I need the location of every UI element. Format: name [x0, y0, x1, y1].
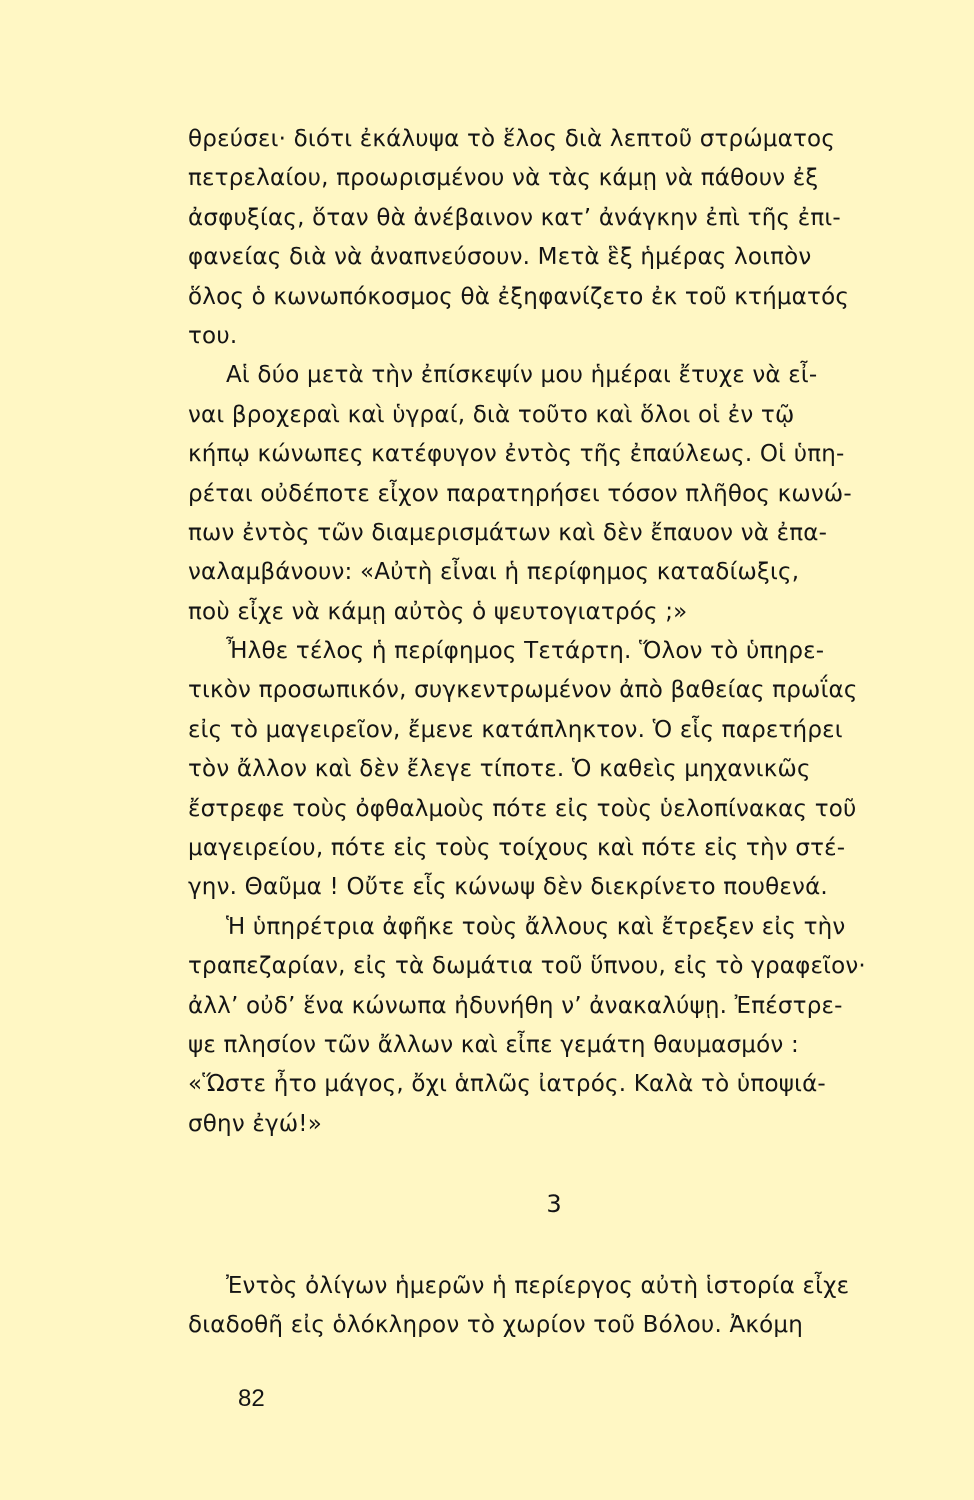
text-line-content: Ἦλθε τέλος ἡ περίφημος Τετάρτη. Ὅλον τὸ ὑπηρε-: [226, 638, 825, 665]
text-line-content: μαγειρείου, πότε εἰς τοὺς τοίχους καὶ πότε εἰς τὴν στέ-: [188, 835, 846, 862]
text-line-content: «Ὥστε ἦτο μάγος, ὄχι ἁπλῶς ἰατρός. Καλὰ τὸ ὑποψιά-: [188, 1071, 826, 1098]
text-line-content: ναι βροχεραὶ καὶ ὑγραί, διὰ τοῦτο καὶ ὅλοι οἱ ἐν τῷ: [188, 401, 795, 428]
text-line: [188, 1065, 924, 1104]
text-line-content: ὅλος ὁ κωνωπόκοσμος θὰ ἐξηφανίζετο ἐκ τοῦ κτήματός: [188, 283, 850, 310]
text-line-content: Αἱ δύο μετὰ τὴν ἐπίσκεψίν μου ἡμέραι ἔτυχε νὰ εἶ-: [226, 362, 818, 389]
text-line-content: του.: [188, 322, 238, 349]
text-line-content: Ἐντὸς ὀλίγων ἡμερῶν ἡ περίεργος αὐτὴ ἱστορία εἶχε: [226, 1273, 850, 1299]
page-number: 82: [238, 1385, 265, 1412]
text-line-content: ἀλλ’ οὐδ’ ἕνα κώνωπα ἠδυνήθη ν’ ἀνακαλύψῃ. Ἐπέστρε-: [188, 992, 843, 1019]
text-line-content: θρεύσει· διότι ἐκάλυψα τὸ ἕλος διὰ λεπτοῦ στρώματος: [188, 126, 836, 152]
text-line: [188, 947, 924, 986]
text-line-content: ρέται οὐδέποτε εἶχον παρατηρήσει τόσον πλῆθος κωνώ-: [188, 480, 852, 507]
text-line: [188, 750, 924, 789]
text-line: [188, 671, 924, 710]
paragraph-first-line: [188, 356, 924, 395]
text-line: [188, 238, 924, 277]
text-line-content: κήπῳ κώνωπες κατέφυγον ἐντὸς τῆς ἐπαύλεως. Οἱ ὑπη-: [188, 441, 845, 468]
text-line-content: Ἡ ὑπηρέτρια ἀφῆκε τοὺς ἄλλους καὶ ἔτρεξεν εἰς τὴν: [226, 913, 846, 940]
paragraph-first-line: [188, 1267, 924, 1306]
text-line: [188, 475, 924, 514]
text-line: [188, 711, 924, 750]
text-line-content: ἔστρεφε τοὺς ὀφθαλμοὺς πότε εἰς τοὺς ὑελοπίνακας τοῦ: [188, 795, 857, 822]
text-line: [188, 435, 924, 474]
text-line-content: πετρελαίου, προωρισμένου νὰ τὰς κάμῃ νὰ πάθουν ἐξ: [188, 165, 819, 192]
text-line-content: ναλαμβάνουν: «Αὐτὴ εἶναι ἡ περίφημος καταδίωξις,: [188, 559, 800, 586]
text-line: [188, 317, 924, 356]
text-line-content: ψε πλησίον τῶν ἄλλων καὶ εἶπε γεμάτη θαυμασμόν :: [188, 1031, 799, 1058]
text-line: [188, 790, 924, 829]
text-line: [188, 159, 924, 198]
text-line: [188, 199, 924, 238]
text-line: [188, 1105, 924, 1144]
text-line: [188, 829, 924, 868]
paragraph-first-line: [188, 632, 924, 671]
text-line: [188, 868, 924, 907]
text-line-content: ποὺ εἶχε νὰ κάμῃ αὐτὸς ὁ ψευτογιατρός ;»: [188, 598, 688, 625]
text-line-content: γην. Θαῦμα ! Οὔτε εἷς κώνωψ δὲν διεκρίνετο πουθενά.: [188, 874, 828, 901]
text-line-content: εἰς τὸ μαγειρεῖον, ἔμενε κατάπληκτον. Ὁ εἷς παρετήρει: [188, 716, 843, 743]
text-line: [188, 278, 924, 317]
main-text-block: [188, 120, 924, 1144]
text-line: [188, 553, 924, 592]
section-number: 3: [546, 1190, 562, 1218]
text-line: [188, 593, 924, 632]
text-line-content: τραπεζαρίαν, εἰς τὰ δωμάτια τοῦ ὕπνου, εἰς τὸ γραφεῖον·: [188, 953, 866, 980]
text-line-content: διαδοθῆ εἰς ὁλόκληρον τὸ χωρίον τοῦ Βόλου. Ἀκόμη: [188, 1312, 804, 1339]
paragraph-first-line: [188, 908, 924, 947]
text-line-content: φανείας διὰ νὰ ἀναπνεύσουν. Μετὰ ἓξ ἡμέρας λοιπὸν: [188, 244, 812, 271]
text-line: [188, 396, 924, 435]
text-line-content: τὸν ἄλλον καὶ δὲν ἔλεγε τίποτε. Ὁ καθεὶς μηχανικῶς: [188, 756, 811, 783]
section-text-block: [188, 1267, 924, 1346]
text-line: [188, 987, 924, 1026]
text-line: [188, 120, 924, 159]
text-line-content: τικὸν προσωπικόν, συγκεντρωμένον ἀπὸ βαθείας πρωΐας: [188, 677, 858, 704]
text-line: [188, 1306, 924, 1345]
text-line-content: σθην ἐγώ!»: [188, 1110, 322, 1137]
text-line-content: πων ἐντὸς τῶν διαμερισμάτων καὶ δὲν ἔπαυον νὰ ἐπα-: [188, 519, 828, 546]
text-line: [188, 514, 924, 553]
text-line-content: ἀσφυξίας, ὅταν θὰ ἀνέβαινον κατ’ ἀνάγκην ἐπὶ τῆς ἐπι-: [188, 204, 841, 231]
text-line: [188, 1026, 924, 1065]
